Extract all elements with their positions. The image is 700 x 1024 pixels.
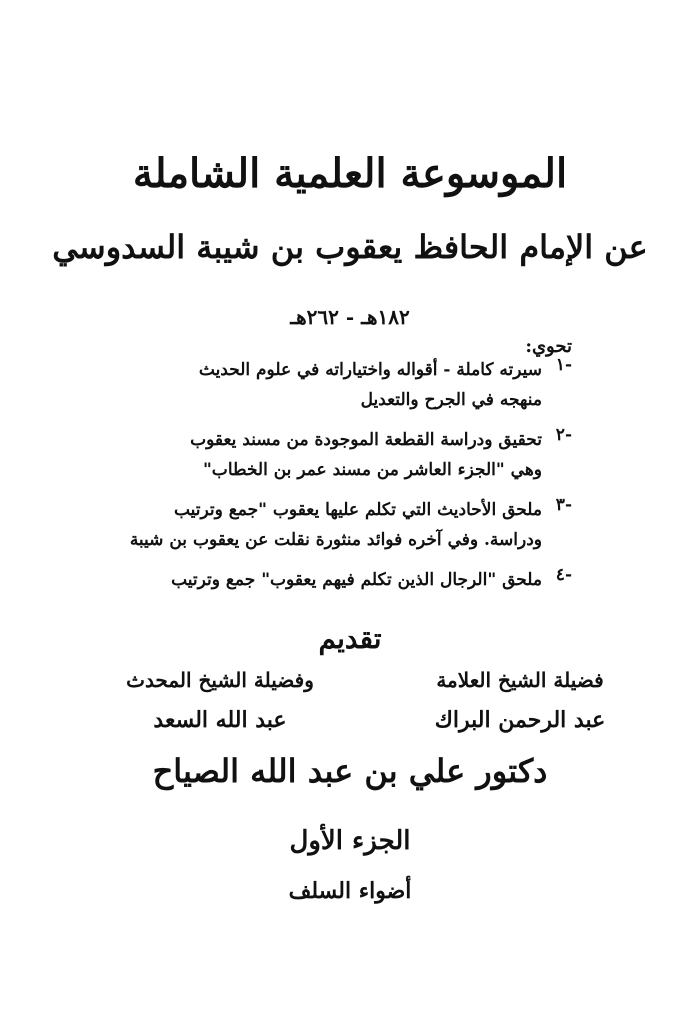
contents-list (129, 355, 572, 605)
item-number: ٣- (555, 495, 572, 515)
sheikh-name: عبد الرحمن البراك (434, 707, 606, 733)
item-line: تحقيق ودراسة القطعة الموجودة من مسند يعقوب (190, 430, 542, 450)
sheikh-title: فضيلة الشيخ العلامة (436, 668, 604, 692)
list-item (142, 565, 572, 599)
item-number: ٤- (555, 565, 572, 585)
list-item (142, 425, 572, 489)
sheikh-name: عبد الله السعد (153, 707, 287, 733)
publisher-name: أضواء السلف (288, 878, 412, 904)
list-item (142, 355, 572, 419)
imam-subtitle: عن الإمام الحافظ يعقوب بن شيبة السدوسي (52, 228, 648, 266)
item-line: منهجه في الجرح والتعديل (360, 390, 542, 410)
item-line: وهي "الجزء العاشر من مسند عمر بن الخطاب" (202, 460, 542, 480)
item-line: ملحق "الرجال الذين تكلم فيهم يعقوب" جمع وترتيب (171, 570, 542, 590)
sheikh-saad (120, 660, 320, 740)
introduction-label: تقديم (318, 622, 382, 655)
lifespan-dates: ١٨٢هـ - ٢٦٢هـ (290, 305, 410, 329)
list-item (129, 495, 572, 559)
encyclopedia-title: الموسوعة العلمية الشاملة (132, 150, 568, 197)
item-line: ودراسة. وفي آخره فوائد منثورة نقلت عن يعقوب بن شيبة (129, 530, 542, 550)
item-line: ملحق الأحاديث التي تكلم عليها يعقوب "جمع وترتيب (173, 500, 542, 520)
sheikh-barrak (420, 660, 620, 740)
author-name: دكتور علي بن عبد الله الصياح (152, 752, 548, 790)
item-number: ٢- (555, 425, 572, 445)
item-line: سيرته كاملة - أقواله واختياراته في علوم الحديث (198, 360, 542, 380)
volume-part: الجزء الأول (289, 826, 411, 856)
item-number: ١- (555, 355, 572, 375)
sheikh-title: وفضيلة الشيخ المحدث (126, 668, 314, 692)
contains-label: تحوي: (525, 336, 572, 357)
